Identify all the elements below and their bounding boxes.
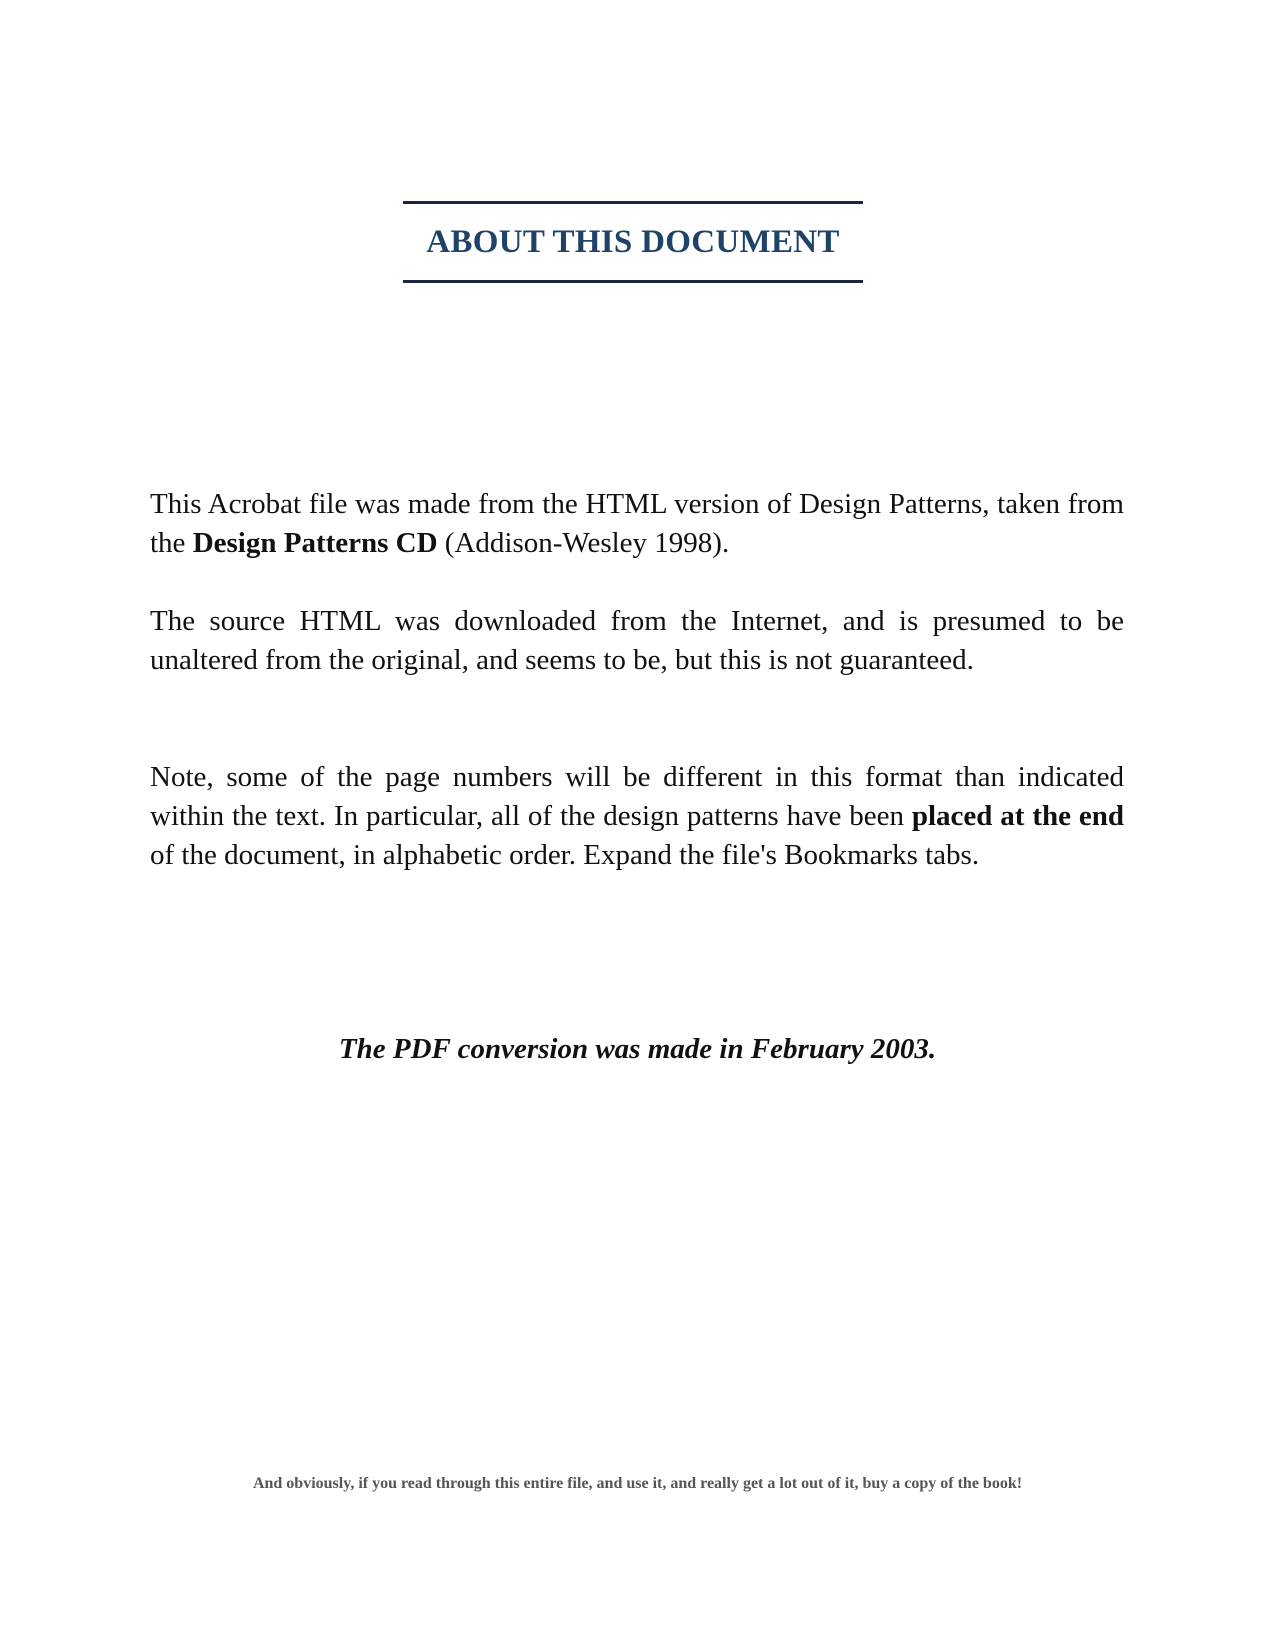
note-bold-text: placed at the end xyxy=(911,800,1125,832)
note-text-start: Note, some of the page numbers will be different in this format than indicated within the text. In particular, all of the design patterns have been xyxy=(150,761,1124,832)
note-paragraph xyxy=(150,758,1124,875)
intro-bold-text: Design Patterns CD xyxy=(192,527,438,559)
intro-text-end: (Addison-Wesley 1998). xyxy=(437,527,730,559)
page-title: ABOUT THIS DOCUMENT xyxy=(426,223,840,260)
intro-text-start: This Acrobat file was made from the HTML version of Design Patterns, taken from the xyxy=(150,488,1124,559)
source-paragraph: The source HTML was downloaded from the Internet, and is presumed to be unaltered from the original, and seems to be, but this is not guaranteed. xyxy=(150,605,1124,676)
footer-note: And obviously, if you read through this entire file, and use it, and really get a lot out of it, buy a copy of the book! xyxy=(252,1475,1023,1492)
conversion-note: The PDF conversion was made in February 2003. xyxy=(338,1033,937,1065)
title-block xyxy=(403,201,863,283)
note-text-end: of the document, in alphabetic order. Expand the file's Bookmarks tabs. xyxy=(150,839,980,871)
intro-paragraph xyxy=(150,485,1124,563)
